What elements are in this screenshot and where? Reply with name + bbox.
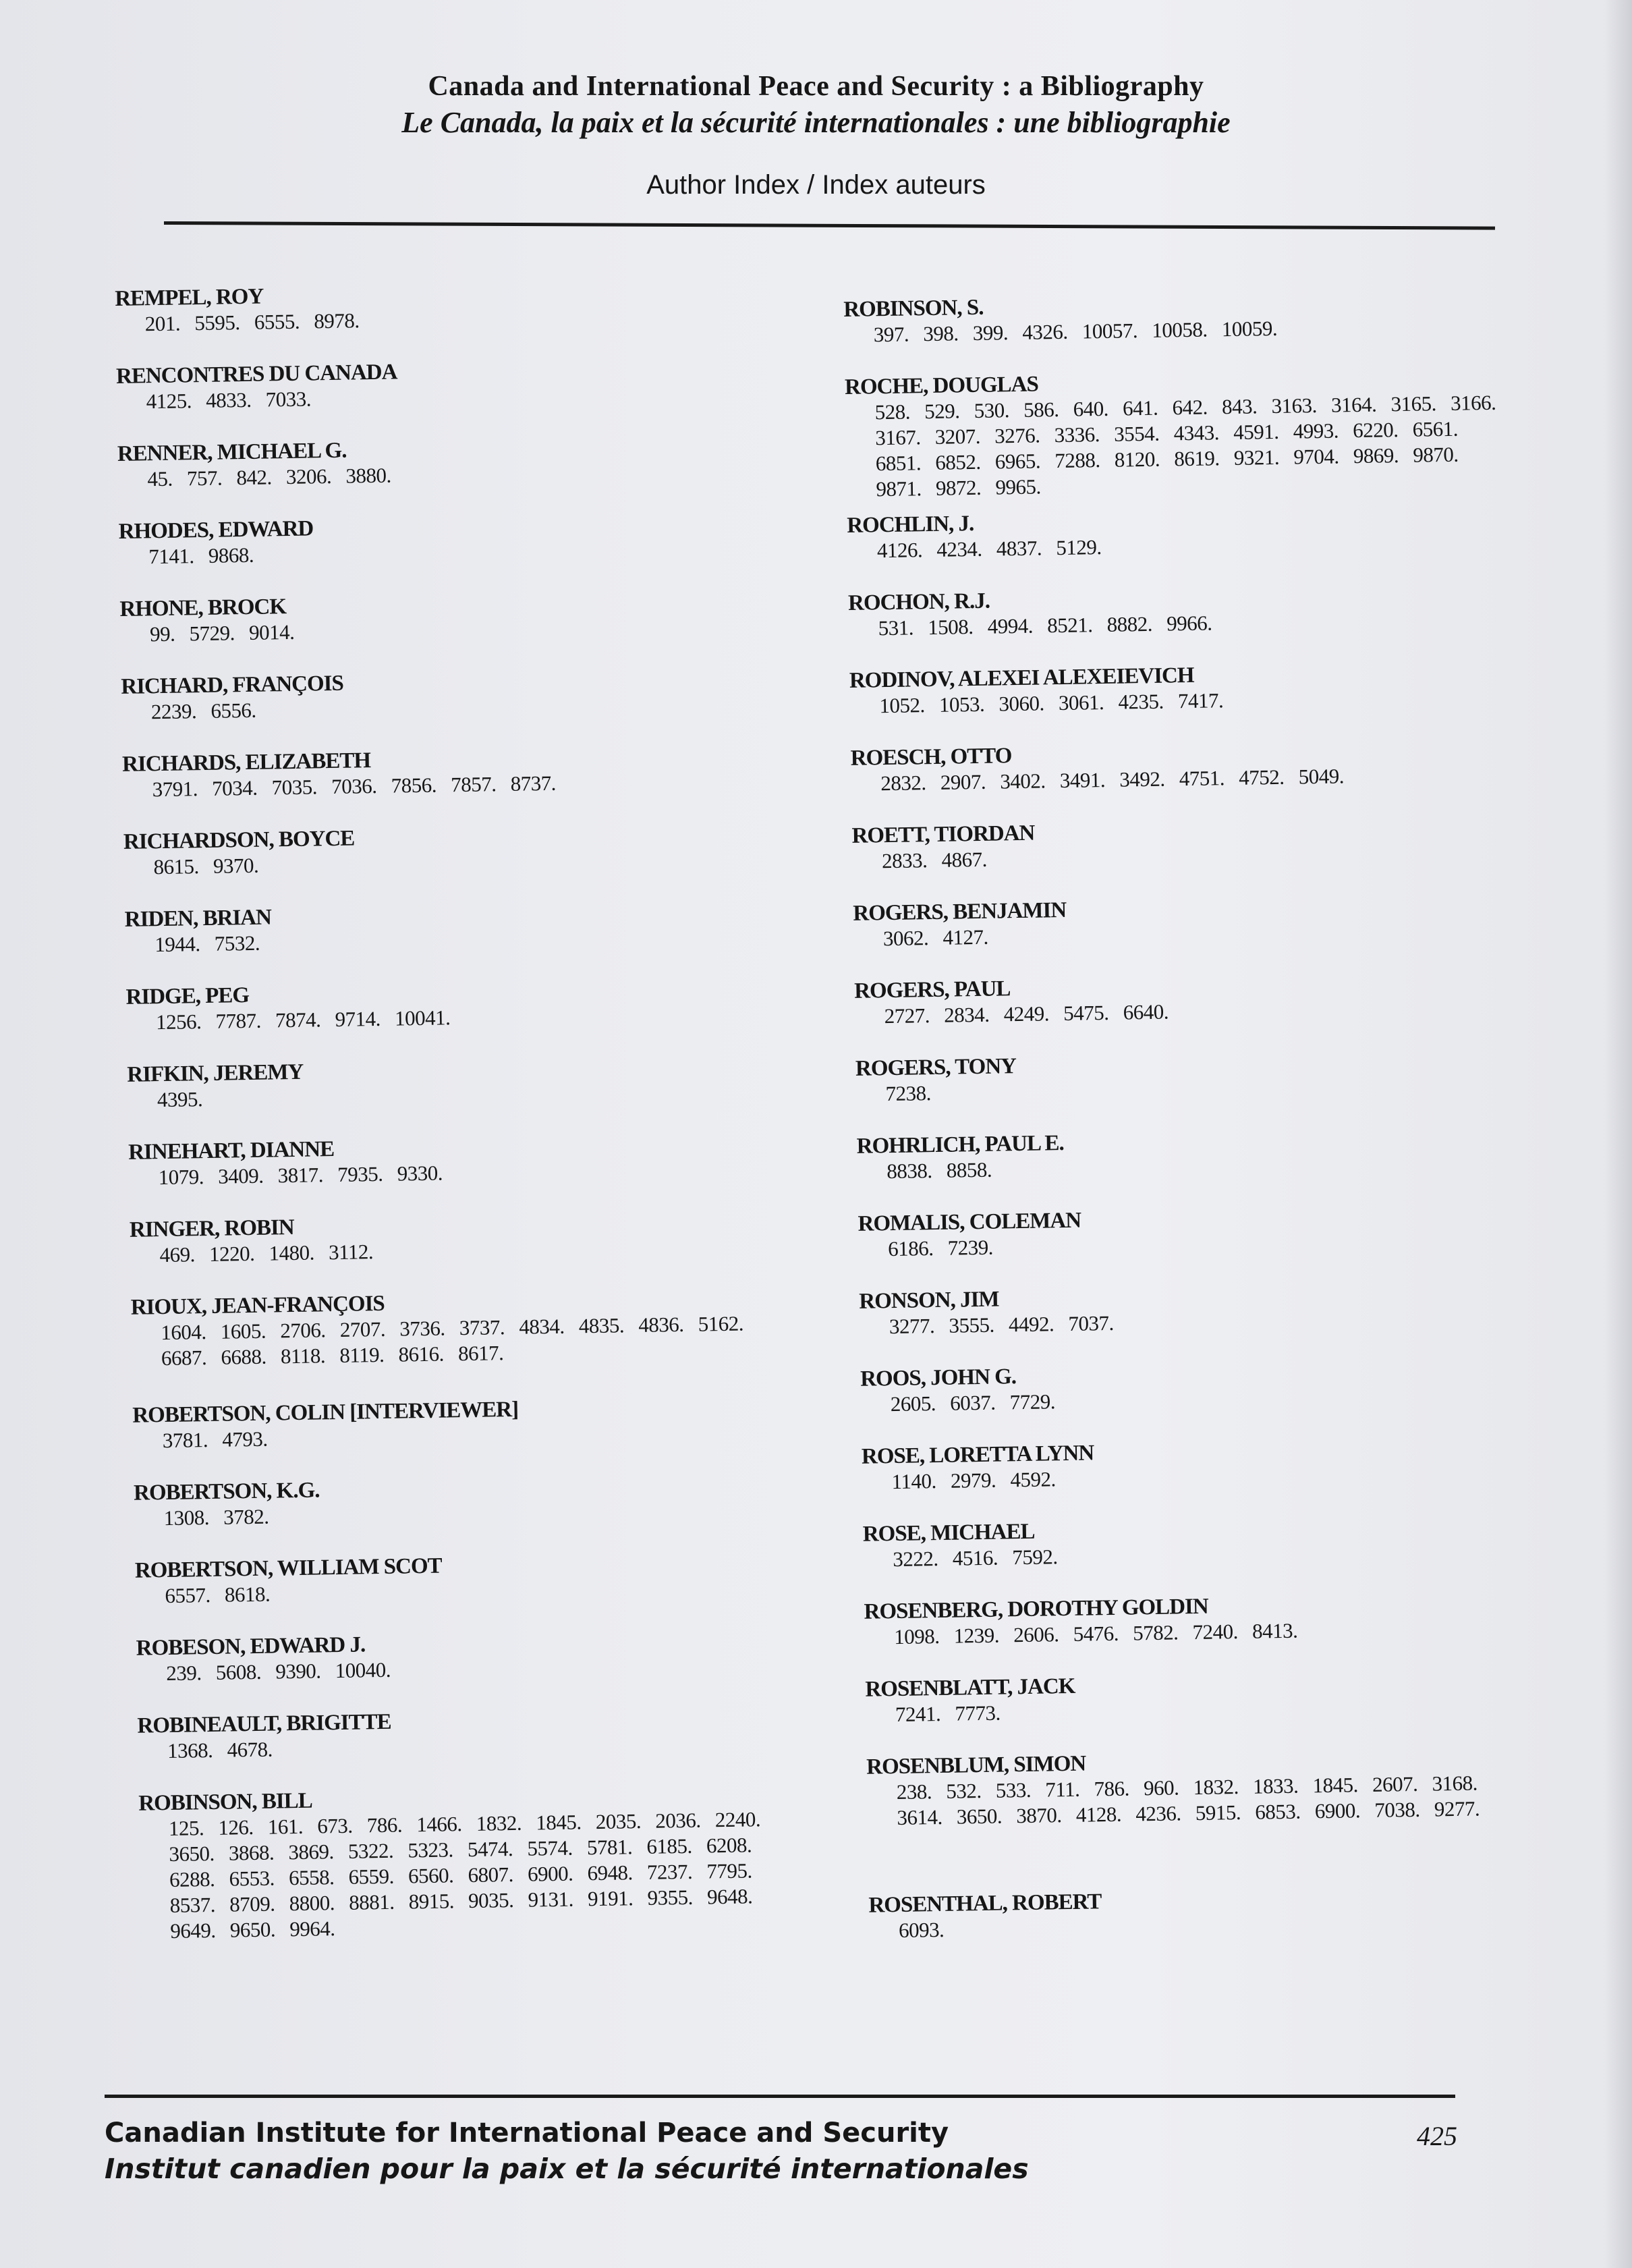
- reference-numbers: 201. 5595. 6555. 8978.: [144, 308, 360, 336]
- reference-numbers: 2833. 4867.: [881, 847, 988, 873]
- footer-rule: [105, 2095, 1455, 2098]
- author-name: ROGERS, BENJAMIN: [853, 897, 1067, 926]
- author-name: ROBERTSON, COLIN [INTERVIEWER]: [132, 1397, 519, 1428]
- footer-institute-english: Canadian Institute for International Peace and Security: [105, 2118, 949, 2149]
- index-entry: [132, 1392, 808, 1481]
- title-french: Le Canada, la paix et la sécurité internationales : une bibliographie: [401, 106, 1231, 139]
- index-entry: [850, 735, 1526, 823]
- header-rule: [164, 221, 1495, 230]
- index-entry: [851, 812, 1527, 901]
- index-entry: [115, 275, 791, 364]
- author-name: ROOS, JOHN G.: [860, 1364, 1017, 1391]
- index-entry: [848, 580, 1524, 668]
- right-column: [843, 286, 1544, 1970]
- author-name: RHONE, BROCK: [119, 594, 287, 621]
- author-name: ROBERTSON, K.G.: [133, 1478, 320, 1505]
- author-name: ROBINSON, BILL: [138, 1788, 312, 1816]
- reference-numbers: 3781. 4793.: [162, 1427, 268, 1453]
- reference-numbers: 3222. 4516. 7592.: [893, 1545, 1058, 1572]
- index-entry: [859, 1278, 1535, 1366]
- reference-numbers: 531. 1508. 4994. 8521. 8882. 9966.: [878, 611, 1212, 640]
- index-entry: [853, 890, 1529, 978]
- reference-numbers: 7238.: [885, 1081, 932, 1106]
- author-name: RICHARDSON, BOYCE: [123, 826, 355, 854]
- reference-numbers: 6557. 8618.: [165, 1582, 271, 1608]
- author-name: REMPEL, ROY: [115, 284, 264, 311]
- index-entry: [864, 1588, 1540, 1677]
- index-entry: [134, 1470, 810, 1558]
- author-name: ROBINEAULT, BRIGITTE: [137, 1709, 391, 1738]
- index-entry: [127, 1051, 803, 1140]
- reference-numbers: 99. 5729. 9014.: [149, 619, 295, 646]
- reference-numbers: 239. 5608. 9390. 10040.: [166, 1657, 391, 1686]
- reference-numbers: 2832. 2907. 3402. 3491. 3492. 4751. 4752. 5049.: [880, 764, 1345, 796]
- index-entry: [130, 1207, 806, 1295]
- footer-institute-french: Institut canadien pour la paix et la sécurité internationales: [105, 2153, 1029, 2185]
- reference-numbers: 8838. 8858.: [887, 1157, 992, 1184]
- reference-numbers: 2727. 2834. 4249. 5475. 6640.: [884, 999, 1169, 1028]
- author-name: ROSENBERG, DOROTHY GOLDIN: [864, 1594, 1208, 1624]
- index-entry: [855, 1045, 1531, 1134]
- index-entry: [121, 663, 797, 752]
- reference-numbers: 1944. 7532.: [154, 931, 260, 957]
- index-entry: [119, 586, 795, 674]
- index-entry: [125, 974, 801, 1062]
- reference-numbers: 3277. 3555. 4492. 7037.: [889, 1310, 1114, 1339]
- author-name: ROGERS, PAUL: [853, 976, 1011, 1003]
- reference-numbers: 397. 398. 399. 4326. 10057. 10058. 10059.: [873, 316, 1278, 347]
- author-name: RICHARDS, ELIZABETH: [121, 748, 371, 777]
- reference-numbers: 125. 126. 161. 673. 786. 1466. 1832. 1845. 2035. 2036. 2240. 3650. 3868. 3869. 5322. 5323. 5474. 5574. 5781. 6185. 6208. 6288. 6553. 6558. 6559. 6560. 6807. 6900. 6948. 7237. 7795. 8537. 8709. 8800. 8881. 8915. 9035. 9131. 9191. 9355. 9648. 9649. 9650. 9964.: [168, 1807, 761, 1943]
- reference-numbers: 45. 757. 842. 3206. 3880.: [147, 463, 391, 491]
- author-name: RODINOV, ALEXEI ALEXEIEVICH: [849, 663, 1194, 693]
- reference-numbers: 4126. 4234. 4837. 5129.: [876, 535, 1102, 563]
- reference-numbers: 6093.: [898, 1917, 945, 1943]
- reference-numbers: 528. 529. 530. 586. 640. 641. 642. 843. 3163. 3164. 3165. 3166. 3167. 3207. 3276. 3336. 3554. 4343. 4591. 4993. 6220. 6561. 6851. 6852. 6965. 7288. 8120. 8619. 9321. 9704. 9869. 9870. 9871. 9872. 9965.: [874, 390, 1496, 501]
- reference-numbers: 238. 532. 533. 711. 786. 960. 1832. 1833. 1845. 2607. 3168. 3614. 3650. 3870. 4128. 4236. 5915. 6853. 6900. 7038. 9277.: [896, 1771, 1480, 1830]
- author-name: RHODES, EDWARD: [118, 516, 314, 544]
- author-name: RIOUX, JEAN-FRANÇOIS: [130, 1291, 385, 1320]
- title-english: Canada and International Peace and Security : a Bibliography: [428, 71, 1204, 102]
- author-name: RONSON, JIM: [859, 1287, 999, 1314]
- index-entry: [138, 1780, 815, 1943]
- reference-numbers: 4395.: [157, 1087, 203, 1112]
- reference-numbers: 2239. 6556.: [150, 698, 256, 724]
- index-entry: [135, 1547, 811, 1636]
- index-entry: [868, 1882, 1544, 1970]
- reference-numbers: 8615. 9370.: [153, 853, 259, 879]
- author-name: ROSENBLUM, SIMON: [866, 1751, 1086, 1779]
- reference-numbers: 7241. 7773.: [895, 1700, 1001, 1727]
- index-entry: [866, 1744, 1543, 1893]
- index-entry: [857, 1200, 1533, 1289]
- index-entry: [862, 1433, 1538, 1522]
- index-entry: [860, 1356, 1536, 1444]
- author-name: RENCONTRES DU CANADA: [115, 360, 397, 389]
- reference-numbers: 1079. 3409. 3817. 7935. 9330.: [158, 1161, 443, 1190]
- author-name: ROSENTHAL, ROBERT: [868, 1889, 1102, 1918]
- reference-numbers: 6186. 7239.: [887, 1235, 994, 1261]
- author-name: ROCHE, DOUGLAS: [844, 372, 1039, 399]
- reference-numbers: 3791. 7034. 7035. 7036. 7856. 7857. 8737.: [152, 771, 557, 802]
- index-entry: [847, 502, 1523, 590]
- index-entry: [863, 1511, 1539, 1599]
- author-name: ROCHON, R.J.: [847, 588, 990, 615]
- reference-numbers: 1368. 4678.: [167, 1737, 273, 1763]
- index-entry: [117, 431, 793, 519]
- reference-numbers: 1052. 1053. 3060. 3061. 4235. 7417.: [879, 688, 1224, 718]
- author-name: ROCHLIN, J.: [847, 511, 974, 538]
- index-entry: [854, 968, 1530, 1056]
- reference-numbers: 1308. 3782.: [163, 1504, 269, 1530]
- reference-numbers: 4125. 4833. 7033.: [146, 387, 312, 414]
- author-name: ROBESON, EDWARD J.: [136, 1632, 366, 1661]
- page-number: 425: [1417, 2121, 1457, 2151]
- index-entry: [122, 741, 798, 829]
- page-edge-shadow: [1605, 0, 1632, 2268]
- index-entry: [137, 1703, 813, 1791]
- reference-numbers: 1098. 1239. 2606. 5476. 5782. 7240. 8413.: [893, 1618, 1298, 1649]
- author-name: RIDGE, PEG: [125, 983, 250, 1009]
- reference-numbers: 1604. 1605. 2706. 2707. 3736. 3737. 4834. 4835. 4836. 5162. 6687. 6688. 8118. 8119. 8616. 8617.: [161, 1311, 744, 1371]
- index-entry: [128, 1129, 804, 1217]
- author-name: ROETT, TIORDAN: [851, 821, 1035, 848]
- index-entry: [123, 819, 799, 907]
- index-entry: [118, 508, 794, 597]
- author-name: ROMALIS, COLEMAN: [857, 1208, 1081, 1236]
- index-entry: [843, 286, 1519, 375]
- reference-numbers: 7141. 9868.: [148, 543, 254, 569]
- reference-numbers: 3062. 4127.: [882, 924, 988, 951]
- author-name: ROSE, MICHAEL: [862, 1519, 1035, 1547]
- author-name: ROHRLICH, PAUL E.: [856, 1131, 1064, 1159]
- reference-numbers: 2605. 6037. 7729.: [890, 1389, 1056, 1416]
- author-name: ROSE, LORETTA LYNN: [861, 1441, 1094, 1469]
- index-title: Author Index / Index auteurs: [646, 170, 986, 200]
- author-name: ROBERTSON, WILLIAM SCOT: [134, 1553, 442, 1583]
- author-name: ROESCH, OTTO: [850, 744, 1012, 771]
- author-name: RIFKIN, JEREMY: [127, 1059, 304, 1087]
- author-name: RENNER, MICHAEL G.: [117, 438, 347, 466]
- left-column: [115, 275, 815, 1943]
- index-entry: [845, 364, 1521, 513]
- author-name: RINEHART, DIANNE: [128, 1137, 335, 1165]
- index-entry: [124, 896, 800, 985]
- author-name: ROSENBLATT, JACK: [865, 1674, 1075, 1702]
- author-name: RICHARD, FRANÇOIS: [121, 671, 344, 699]
- author-name: RINGER, ROBIN: [129, 1215, 294, 1242]
- index-entry: [136, 1625, 812, 1713]
- author-name: ROBINSON, S.: [843, 295, 984, 322]
- reference-numbers: 1256. 7787. 7874. 9714. 10041.: [155, 1005, 451, 1034]
- index-entry: [116, 353, 792, 441]
- reference-numbers: 1140. 2979. 4592.: [891, 1467, 1056, 1494]
- author-name: RIDEN, BRIAN: [124, 905, 272, 932]
- reference-numbers: 469. 1220. 1480. 3112.: [159, 1240, 374, 1267]
- index-entry: [856, 1123, 1532, 1211]
- index-entry: [849, 657, 1525, 746]
- index-entry: [130, 1284, 806, 1403]
- index-entry: [865, 1666, 1541, 1754]
- author-name: ROGERS, TONY: [855, 1054, 1017, 1081]
